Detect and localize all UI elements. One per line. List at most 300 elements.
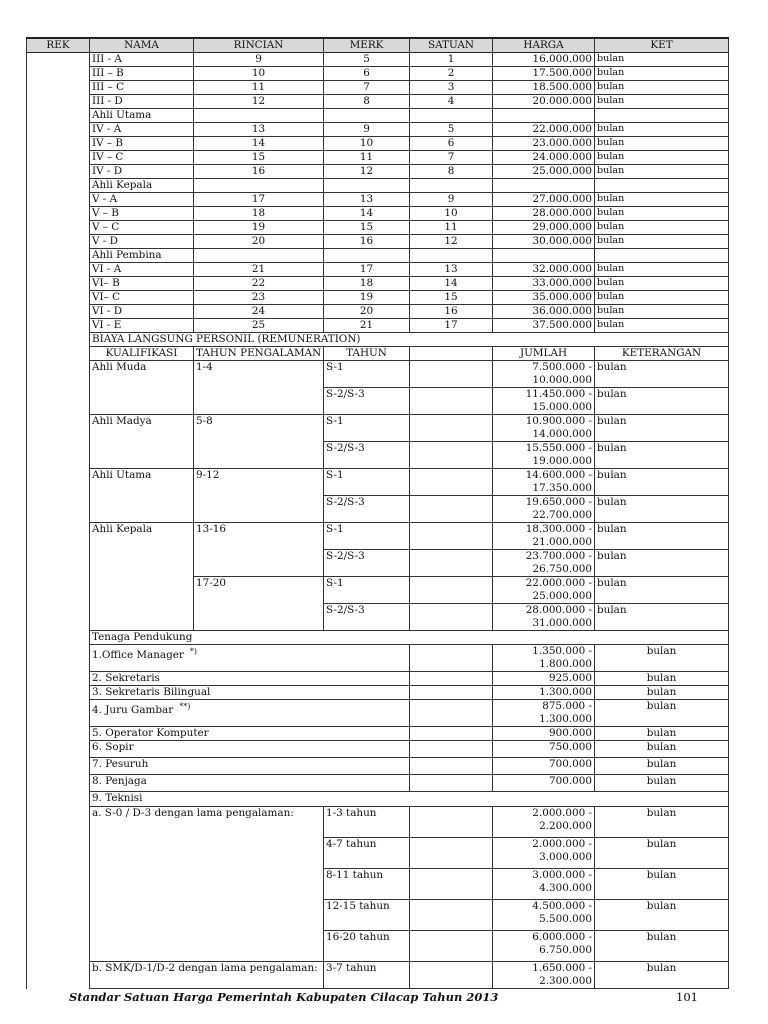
- jumlah-cell: [493, 741, 595, 758]
- support-row: [27, 645, 729, 672]
- tahun-cell: 4-7 tahun: [324, 838, 410, 869]
- harga-cell: 29.000.000: [493, 221, 595, 235]
- group-label: Ahli Pembina: [90, 249, 194, 263]
- jumlah-cell: [493, 577, 595, 604]
- harga-cell: 23.000.000: [493, 137, 595, 151]
- grade-name: V - D: [90, 235, 194, 249]
- satuan-cell: 5: [410, 123, 493, 137]
- cell-line: 2.200.000: [539, 820, 592, 832]
- jumlah-cell: [493, 496, 595, 523]
- jumlah-cell: [493, 388, 595, 415]
- satuan-cell: 7: [410, 151, 493, 165]
- column-header: KUALIFIKASI: [90, 347, 194, 361]
- ket-cell: bulan: [595, 291, 729, 305]
- empty-cell: [410, 347, 493, 361]
- empty-cell: [410, 109, 493, 123]
- grade-name: VI - A: [90, 263, 194, 277]
- keterangan-cell: bulan: [595, 775, 729, 792]
- keterangan-cell: bulan: [595, 577, 729, 604]
- harga-cell: 25.000.000: [493, 165, 595, 179]
- ket-cell: bulan: [595, 95, 729, 109]
- ket-cell: bulan: [595, 53, 729, 67]
- empty-cell: [194, 179, 324, 193]
- satuan-cell: 10: [410, 207, 493, 221]
- grade-row: [27, 221, 729, 235]
- group-label: Ahli Kepala: [90, 179, 194, 193]
- empty-cell: [410, 727, 493, 741]
- support-name: [90, 686, 410, 700]
- grade-name: V – C: [90, 221, 194, 235]
- support-name: [90, 775, 410, 792]
- merk-cell: 5: [324, 53, 410, 67]
- teknisi-row: [27, 962, 729, 989]
- cell-line: 23.700.000 -: [525, 550, 592, 562]
- column-header: KET: [595, 38, 729, 53]
- satuan-cell: 14: [410, 277, 493, 291]
- cell-line: 11.450.000 -: [525, 388, 592, 400]
- merk-cell: 15: [324, 221, 410, 235]
- support-name: [90, 741, 410, 758]
- cell-line: 1.800.000: [539, 658, 592, 670]
- tahun-cell: 16-20 tahun: [324, 931, 410, 962]
- merk-cell: 13: [324, 193, 410, 207]
- keterangan-cell: bulan: [595, 900, 729, 931]
- jumlah-cell: [493, 442, 595, 469]
- support-row: [27, 700, 729, 727]
- tahun-cell: S-1: [324, 577, 410, 604]
- pengalaman-cell: 1-4: [194, 361, 324, 415]
- cell-line: 10.000.000: [532, 374, 592, 386]
- support-name-text: 5. Operator Komputer: [92, 727, 209, 739]
- grade-name: IV – B: [90, 137, 194, 151]
- empty-cell: [410, 388, 493, 415]
- empty-cell: [324, 179, 410, 193]
- jumlah-cell: [493, 686, 595, 700]
- empty-cell: [410, 442, 493, 469]
- jumlah-cell: [493, 775, 595, 792]
- rincian-cell: 16: [194, 165, 324, 179]
- ket-cell: bulan: [595, 165, 729, 179]
- grade-row: [27, 165, 729, 179]
- cell-line: 1.300.000: [539, 713, 592, 725]
- support-name-text: 7. Pesuruh: [92, 758, 149, 770]
- table-header-row: [27, 38, 729, 53]
- empty-cell: [410, 686, 493, 700]
- grade-name: V - A: [90, 193, 194, 207]
- cell-line: 17.350.000: [532, 482, 592, 494]
- satuan-cell: 1: [410, 53, 493, 67]
- support-name-text: 8. Penjaga: [92, 775, 147, 787]
- remuneration-row: [27, 361, 729, 388]
- tahun-cell: S-1: [324, 415, 410, 442]
- harga-cell: 20.000.000: [493, 95, 595, 109]
- cell-line: 5.500.000: [539, 913, 592, 925]
- grade-name: IV - A: [90, 123, 194, 137]
- grade-row: [27, 179, 729, 193]
- empty-cell: [410, 604, 493, 631]
- column-header: RINCIAN: [194, 38, 324, 53]
- rincian-cell: 23: [194, 291, 324, 305]
- teknisi-row: [27, 807, 729, 838]
- satuan-cell: 8: [410, 165, 493, 179]
- jumlah-cell: [493, 415, 595, 442]
- pengalaman-cell: 9-12: [194, 469, 324, 523]
- teknisi-title: 9. Teknisi: [90, 792, 729, 807]
- empty-cell: [595, 179, 729, 193]
- jumlah-cell: [493, 361, 595, 388]
- cell-line: 750.000: [549, 741, 592, 753]
- rincian-cell: 15: [194, 151, 324, 165]
- merk-cell: 6: [324, 67, 410, 81]
- empty-cell: [410, 700, 493, 727]
- empty-cell: [410, 361, 493, 388]
- harga-cell: 35.000.000: [493, 291, 595, 305]
- harga-cell: 27.000.000: [493, 193, 595, 207]
- cell-line: 31.000.000: [532, 617, 592, 629]
- column-header: NAMA: [90, 38, 194, 53]
- support-row: [27, 727, 729, 741]
- cell-line: 26.750.000: [532, 563, 592, 575]
- support-name: [90, 727, 410, 741]
- cell-line: 2.300.000: [539, 975, 592, 987]
- harga-cell: 32.000.000: [493, 263, 595, 277]
- column-header: JUMLAH: [493, 347, 595, 361]
- support-row: [27, 686, 729, 700]
- empty-cell: [410, 900, 493, 931]
- empty-cell: [194, 109, 324, 123]
- kualifikasi-cell: Ahli Utama: [90, 469, 194, 523]
- tahun-cell: 8-11 tahun: [324, 869, 410, 900]
- keterangan-cell: bulan: [595, 496, 729, 523]
- cell-line: 875.000 -: [542, 700, 592, 712]
- support-name-text: 1.Office Manager: [92, 649, 184, 661]
- rincian-cell: 25: [194, 319, 324, 333]
- grade-row: [27, 151, 729, 165]
- cell-line: 28.000.000 -: [525, 604, 592, 616]
- empty-cell: [324, 109, 410, 123]
- ket-cell: bulan: [595, 81, 729, 95]
- rincian-cell: 9: [194, 53, 324, 67]
- grade-name: IV - D: [90, 165, 194, 179]
- empty-cell: [410, 249, 493, 263]
- jumlah-cell: [493, 869, 595, 900]
- tahun-cell: S-1: [324, 469, 410, 496]
- remuneration-row: [27, 523, 729, 550]
- keterangan-cell: bulan: [595, 672, 729, 686]
- support-name: [90, 758, 410, 775]
- cell-line: 2.000.000 -: [532, 807, 592, 819]
- ket-cell: bulan: [595, 123, 729, 137]
- cell-line: 15.550.000 -: [525, 442, 592, 454]
- rincian-cell: 12: [194, 95, 324, 109]
- grade-name: VI– B: [90, 277, 194, 291]
- kualifikasi-cell: Ahli Kepala: [90, 523, 194, 631]
- support-title-row: [27, 631, 729, 645]
- harga-cell: 37.500.000: [493, 319, 595, 333]
- column-header: SATUAN: [410, 38, 493, 53]
- support-name-text: 3. Sekretaris Bilingual: [92, 686, 211, 698]
- grade-row: [27, 249, 729, 263]
- grade-row: [27, 207, 729, 221]
- jumlah-cell: [493, 962, 595, 989]
- harga-cell: 18.500.000: [493, 81, 595, 95]
- remuneration-title: BIAYA LANGSUNG PERSONIL (REMUNERATION): [90, 333, 729, 347]
- support-name-text: 6. Sopir: [92, 741, 134, 753]
- cell-line: 21.000.000: [532, 536, 592, 548]
- rincian-cell: 21: [194, 263, 324, 277]
- tahun-cell: S-1: [324, 361, 410, 388]
- merk-cell: 14: [324, 207, 410, 221]
- empty-cell: [493, 249, 595, 263]
- harga-cell: 17.500.000: [493, 67, 595, 81]
- rincian-cell: 14: [194, 137, 324, 151]
- empty-cell: [410, 775, 493, 792]
- jumlah-cell: [493, 550, 595, 577]
- empty-cell: [410, 523, 493, 550]
- ket-cell: bulan: [595, 277, 729, 291]
- empty-cell: [410, 869, 493, 900]
- grade-name: III – B: [90, 67, 194, 81]
- keterangan-cell: bulan: [595, 523, 729, 550]
- tahun-cell: 3-7 tahun: [324, 962, 410, 989]
- grade-row: [27, 235, 729, 249]
- footnote-mark: **): [179, 702, 191, 711]
- cell-line: 15.000.000: [532, 401, 592, 413]
- keterangan-cell: bulan: [595, 869, 729, 900]
- empty-cell: [410, 758, 493, 775]
- empty-cell: [410, 645, 493, 672]
- empty-cell: [595, 109, 729, 123]
- grade-row: [27, 319, 729, 333]
- remuneration-title-row: [27, 333, 729, 347]
- satuan-cell: 13: [410, 263, 493, 277]
- merk-cell: 7: [324, 81, 410, 95]
- column-header: TAHUN: [324, 347, 410, 361]
- merk-cell: 20: [324, 305, 410, 319]
- grade-row: [27, 95, 729, 109]
- tahun-cell: S-2/S-3: [324, 550, 410, 577]
- tahun-cell: S-2/S-3: [324, 388, 410, 415]
- tahun-cell: S-1: [324, 523, 410, 550]
- keterangan-cell: bulan: [595, 361, 729, 388]
- grade-row: [27, 67, 729, 81]
- keterangan-cell: bulan: [595, 807, 729, 838]
- grade-row: [27, 81, 729, 95]
- grade-row: [27, 53, 729, 67]
- harga-cell: 16.000.000: [493, 53, 595, 67]
- price-table: [26, 37, 729, 989]
- empty-cell: [410, 962, 493, 989]
- cell-line: 4.300.000: [539, 882, 592, 894]
- teknisi-title-row: [27, 792, 729, 807]
- jumlah-cell: [493, 727, 595, 741]
- teknisi-group-label: b. SMK/D-1/D-2 dengan lama pengalaman:: [90, 962, 324, 989]
- price-table-sheet: [26, 37, 728, 989]
- cell-line: 1.350.000 -: [532, 645, 592, 657]
- ket-cell: bulan: [595, 221, 729, 235]
- empty-cell: [410, 550, 493, 577]
- teknisi-group-label: a. S-0 / D-3 dengan lama pengalaman:: [90, 807, 324, 962]
- ket-cell: bulan: [595, 151, 729, 165]
- support-row: [27, 672, 729, 686]
- keterangan-cell: bulan: [595, 415, 729, 442]
- support-name: [90, 645, 410, 672]
- merk-cell: 16: [324, 235, 410, 249]
- ket-cell: bulan: [595, 207, 729, 221]
- grade-row: [27, 277, 729, 291]
- cell-line: 1.650.000 -: [532, 962, 592, 974]
- remuneration-row: [27, 415, 729, 442]
- empty-cell: [493, 109, 595, 123]
- jumlah-cell: [493, 672, 595, 686]
- jumlah-cell: [493, 469, 595, 496]
- ket-cell: bulan: [595, 319, 729, 333]
- footer-title: Standar Satuan Harga Pemerintah Kabupaten Cilacap Tahun 2013: [69, 990, 499, 1004]
- rincian-cell: 18: [194, 207, 324, 221]
- satuan-cell: 6: [410, 137, 493, 151]
- merk-cell: 19: [324, 291, 410, 305]
- grade-name: VI - D: [90, 305, 194, 319]
- keterangan-cell: bulan: [595, 604, 729, 631]
- merk-cell: 11: [324, 151, 410, 165]
- jumlah-cell: [493, 931, 595, 962]
- jumlah-cell: [493, 700, 595, 727]
- empty-cell: [595, 249, 729, 263]
- jumlah-cell: [493, 838, 595, 869]
- empty-cell: [194, 249, 324, 263]
- keterangan-cell: bulan: [595, 758, 729, 775]
- harga-cell: 24.000.000: [493, 151, 595, 165]
- cell-line: 6.000.000 -: [532, 931, 592, 943]
- cell-line: 700.000: [549, 758, 592, 770]
- cell-line: 14.600.000 -: [525, 469, 592, 481]
- satuan-cell: 15: [410, 291, 493, 305]
- satuan-cell: 12: [410, 235, 493, 249]
- pengalaman-cell: 5-8: [194, 415, 324, 469]
- tahun-cell: S-2/S-3: [324, 604, 410, 631]
- remuneration-row: [27, 469, 729, 496]
- keterangan-cell: bulan: [595, 838, 729, 869]
- grade-name: V – B: [90, 207, 194, 221]
- tahun-cell: 1-3 tahun: [324, 807, 410, 838]
- column-header: REK: [27, 38, 90, 53]
- cell-line: 10.900.000 -: [525, 415, 592, 427]
- empty-cell: [493, 179, 595, 193]
- empty-cell: [410, 415, 493, 442]
- harga-cell: 30.000.000: [493, 235, 595, 249]
- remuneration-header-row: [27, 347, 729, 361]
- ket-cell: bulan: [595, 263, 729, 277]
- cell-line: 4.500.000 -: [532, 900, 592, 912]
- grade-name: IV – C: [90, 151, 194, 165]
- empty-cell: [410, 741, 493, 758]
- cell-line: 18.300.000 -: [525, 523, 592, 535]
- kualifikasi-cell: Ahli Muda: [90, 361, 194, 415]
- keterangan-cell: bulan: [595, 931, 729, 962]
- column-header: KETERANGAN: [595, 347, 729, 361]
- satuan-cell: 2: [410, 67, 493, 81]
- support-name: [90, 700, 410, 727]
- group-label: Ahli Utama: [90, 109, 194, 123]
- grade-name: III - D: [90, 95, 194, 109]
- cell-line: 19.000.000: [532, 455, 592, 467]
- cell-line: 22.000.000 -: [525, 577, 592, 589]
- grade-row: [27, 291, 729, 305]
- rek-cell: [27, 469, 90, 989]
- rincian-cell: 19: [194, 221, 324, 235]
- keterangan-cell: bulan: [595, 962, 729, 989]
- page-footer: [0, 990, 768, 1006]
- support-name-text: 4. Juru Gambar: [92, 704, 174, 716]
- grade-row: [27, 193, 729, 207]
- jumlah-cell: [493, 523, 595, 550]
- satuan-cell: 17: [410, 319, 493, 333]
- jumlah-cell: [493, 807, 595, 838]
- grade-row: [27, 305, 729, 319]
- keterangan-cell: bulan: [595, 700, 729, 727]
- harga-cell: 33.000.000: [493, 277, 595, 291]
- grade-name: III - A: [90, 53, 194, 67]
- empty-cell: [410, 496, 493, 523]
- empty-cell: [410, 838, 493, 869]
- rek-cell: [27, 53, 90, 469]
- keterangan-cell: bulan: [595, 727, 729, 741]
- ket-cell: bulan: [595, 305, 729, 319]
- keterangan-cell: bulan: [595, 469, 729, 496]
- empty-cell: [410, 577, 493, 604]
- rincian-cell: 20: [194, 235, 324, 249]
- kualifikasi-cell: Ahli Madya: [90, 415, 194, 469]
- merk-cell: 12: [324, 165, 410, 179]
- grade-name: III – C: [90, 81, 194, 95]
- empty-cell: [410, 672, 493, 686]
- ket-cell: bulan: [595, 235, 729, 249]
- support-row: [27, 758, 729, 775]
- support-title: Tenaga Pendukung: [90, 631, 729, 645]
- rincian-cell: 17: [194, 193, 324, 207]
- rincian-cell: 24: [194, 305, 324, 319]
- cell-line: 25.000.000: [532, 590, 592, 602]
- satuan-cell: 9: [410, 193, 493, 207]
- cell-line: 925.000: [549, 672, 592, 684]
- column-header: TAHUN PENGALAMAN: [194, 347, 324, 361]
- keterangan-cell: bulan: [595, 741, 729, 758]
- column-header: HARGA: [493, 38, 595, 53]
- keterangan-cell: bulan: [595, 645, 729, 672]
- rincian-cell: 22: [194, 277, 324, 291]
- empty-cell: [410, 469, 493, 496]
- cell-line: 14.000.000: [532, 428, 592, 440]
- grade-name: VI - E: [90, 319, 194, 333]
- footnote-mark: *): [189, 647, 198, 656]
- merk-cell: 17: [324, 263, 410, 277]
- satuan-cell: 16: [410, 305, 493, 319]
- cell-line: 700.000: [549, 775, 592, 787]
- tahun-cell: S-2/S-3: [324, 442, 410, 469]
- grade-row: [27, 137, 729, 151]
- tahun-cell: 12-15 tahun: [324, 900, 410, 931]
- merk-cell: 18: [324, 277, 410, 291]
- jumlah-cell: [493, 900, 595, 931]
- merk-cell: 9: [324, 123, 410, 137]
- cell-line: 6.750.000: [539, 944, 592, 956]
- rincian-cell: 10: [194, 67, 324, 81]
- ket-cell: bulan: [595, 137, 729, 151]
- rincian-cell: 13: [194, 123, 324, 137]
- column-header: MERK: [324, 38, 410, 53]
- grade-row: [27, 263, 729, 277]
- jumlah-cell: [493, 604, 595, 631]
